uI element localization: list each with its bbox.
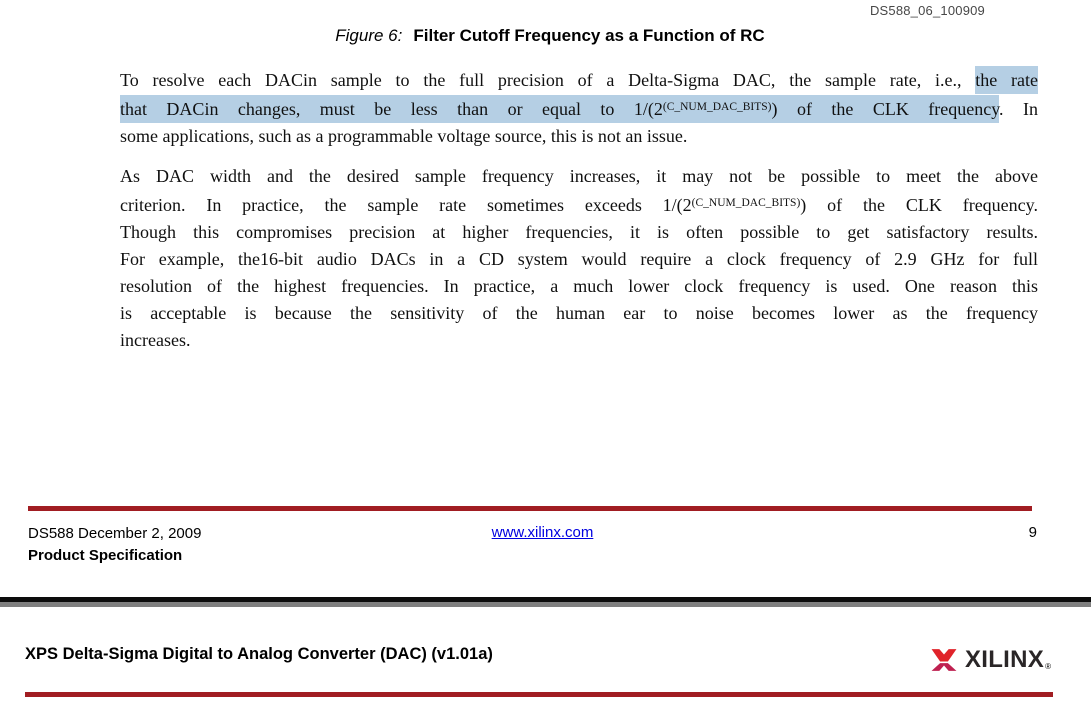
xilinx-x-icon [930, 646, 958, 674]
text-segment: To resolve each DACin sample to the full precision of a Delta-Sigma DAC, the sample rate, i.e., [120, 70, 976, 90]
registered-trademark-icon: ® [1045, 662, 1051, 671]
text-segment: . In [999, 99, 1038, 119]
footer-doc-type: Product Specification [28, 547, 183, 564]
xilinx-x-icon-top [931, 649, 956, 661]
text-line: As DAC width and the desired sample frequency increases, it may not be possible to meet the above [120, 166, 1038, 186]
text-segment: criterion. In practice, the sample rate sometimes exceeds 1/(2 [120, 195, 692, 215]
paragraph-1 [120, 67, 1038, 150]
paragraph-2 [120, 163, 1038, 354]
xilinx-logo [930, 646, 1051, 674]
footer-doc-id-date: DS588 December 2, 2009 [28, 525, 202, 542]
next-page-title: XPS Delta-Sigma Digital to Analog Converter (DAC) (v1.01a) [25, 645, 493, 663]
footer-rule [28, 506, 1032, 511]
xilinx-website-link[interactable]: www.xilinx.com [491, 524, 594, 541]
text-line: Though this compromises precision at higher frequencies, it is often possible to get satisfactory results. [120, 222, 1038, 242]
text-line [120, 67, 1038, 94]
figure-id-watermark: DS588_06_100909 [869, 3, 985, 18]
text-line [120, 94, 1038, 123]
figure-caption-title: Filter Cutoff Frequency as a Function of RC [413, 26, 765, 45]
text-segment: that DACin changes, must be less than or equal to 1/(2 [120, 99, 663, 119]
xilinx-logo-text: XILINX [964, 646, 1045, 673]
footer-page-number: 9 [1028, 524, 1037, 541]
superscript-generic-parameter: (C_NUM_DAC_BITS) [691, 197, 801, 209]
body-text [120, 67, 1038, 354]
text-line: is acceptable is because the sensitivity of the human ear to noise becomes lower as the frequency [120, 303, 1038, 323]
xilinx-x-icon-bottom [931, 663, 956, 671]
text-line: For example, the16-bit audio DACs in a CD system would require a clock frequency of 2.9 GHz for full [120, 249, 1038, 269]
figure-caption-label: Figure 6: [335, 26, 403, 45]
text-line: some applications, such as a programmable voltage source, this is not an issue. [120, 126, 688, 146]
text-segment: ) of the CLK frequency. [800, 195, 1038, 215]
selection-highlight: the rate [975, 66, 1038, 94]
page-separator-shadow [0, 602, 1091, 607]
text-line [120, 190, 1038, 219]
header-rule [25, 692, 1053, 697]
figure-caption [120, 26, 980, 46]
text-line: resolution of the highest frequencies. In practice, a much lower clock frequency is used. One reason this [120, 276, 1038, 296]
footer-link-container [0, 524, 1085, 541]
selection-highlight [120, 95, 999, 123]
text-line: increases. [120, 330, 191, 350]
text-segment: ) of the CLK frequency [771, 99, 1000, 119]
superscript-generic-parameter: (C_NUM_DAC_BITS) [662, 101, 772, 113]
